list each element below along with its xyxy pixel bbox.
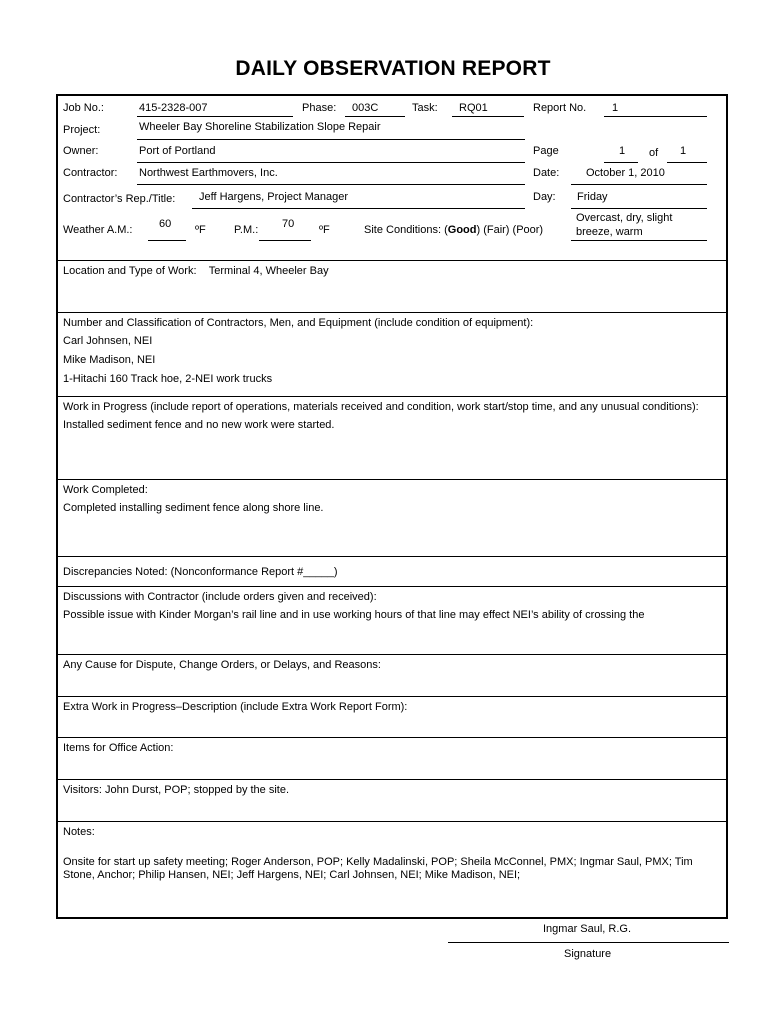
notes-label: Notes: <box>63 826 95 838</box>
notes-value: Onsite for start up safety meeting; Roger Anderson, POP; Kelly Madalinski, POP; Sheila McConnel, PMX; Ingmar Saul, PMX; Tim Stone, Anchor; Philip Hansen, NEI; Jeff Hargens, NEI; Carl Johnsen, NEI; Mike Madison, NEI; <box>63 856 693 881</box>
page-number: 1 <box>619 145 626 157</box>
task-label: Task: <box>412 102 438 114</box>
weather-pm-value: 70 <box>282 218 295 230</box>
weather-pm-label: P.M.: <box>234 224 259 236</box>
discrepancies-label: Discrepancies Noted: (Nonconformance Report #_____) <box>63 566 338 578</box>
task-value: RQ01 <box>459 102 488 114</box>
phase-label: Phase: <box>302 102 337 114</box>
weather-description-line2: breeze, warm <box>576 226 643 238</box>
owner-label: Owner: <box>63 145 99 157</box>
work-completed-label: Work Completed: <box>63 484 148 496</box>
pm-degree-unit: ºF <box>319 224 330 236</box>
work-completed-section <box>63 481 324 517</box>
am-degree-unit: ºF <box>195 224 206 236</box>
report-no-label: Report No. <box>533 102 587 114</box>
site-conditions: Site Conditions: (Good) (Fair) (Poor) <box>364 224 544 236</box>
site-condition-good: Good <box>447 224 477 236</box>
report-no-value: 1 <box>612 102 619 114</box>
signature-line <box>448 942 729 943</box>
location-value: Terminal 4, Wheeler Bay <box>208 265 329 277</box>
weather-am-label: Weather A.M.: <box>63 224 133 236</box>
work-in-progress-section <box>63 398 699 434</box>
location-label: Location and Type of Work: <box>63 265 197 277</box>
discussions-value: Possible issue with Kinder Morgan’s rail line and in use working hours of that line may effect NEI’s ability of crossing the <box>63 609 645 621</box>
project-label: Project: <box>63 124 101 136</box>
classification-section <box>63 314 533 388</box>
weather-description-line1: Overcast, dry, slight <box>576 212 673 224</box>
day-value: Friday <box>577 191 608 203</box>
work-in-progress-value: Installed sediment fence and no new work were started. <box>63 419 335 431</box>
classification-line: Mike Madison, NEI <box>63 354 156 366</box>
signatory-name: Ingmar Saul, R.G. <box>543 923 632 935</box>
office-action-label: Items for Office Action: <box>63 742 174 754</box>
discussions-label: Discussions with Contractor (include orders given and received): <box>63 591 377 603</box>
classification-line: 1-Hitachi 160 Track hoe, 2-NEI work trucks <box>63 373 273 385</box>
job-no-label: Job No.: <box>63 102 104 114</box>
owner-value: Port of Portland <box>139 145 216 157</box>
phase-value: 003C <box>352 102 379 114</box>
day-label: Day: <box>533 191 556 203</box>
work-completed-value: Completed installing sediment fence along shore line. <box>63 502 324 514</box>
classification-line: Carl Johnsen, NEI <box>63 335 153 347</box>
date-value: October 1, 2010 <box>586 167 665 179</box>
contractor-value: Northwest Earthmovers, Inc. <box>139 167 278 179</box>
page-label: Page <box>533 145 559 157</box>
page-of-label: of <box>649 147 659 159</box>
page-total: 1 <box>680 145 687 157</box>
report-title: DAILY OBSERVATION REPORT <box>235 57 551 80</box>
job-no-value: 415-2328-007 <box>139 102 208 114</box>
visitors-text: Visitors: John Durst, POP; stopped by the site. <box>63 784 290 796</box>
date-label: Date: <box>533 167 560 179</box>
signature-label: Signature <box>564 948 612 960</box>
dispute-label: Any Cause for Dispute, Change Orders, or Delays, and Reasons: <box>63 659 381 671</box>
weather-am-value: 60 <box>159 218 172 230</box>
classification-label: Number and Classification of Contractors, Men, and Equipment (include condition of equipment): <box>63 317 534 329</box>
contractor-label: Contractor: <box>63 167 118 179</box>
location-section <box>63 262 329 280</box>
project-value: Wheeler Bay Shoreline Stabilization Slope Repair <box>139 121 381 133</box>
discussions-section <box>63 588 644 624</box>
extra-work-label: Extra Work in Progress–Description (include Extra Work Report Form): <box>63 701 408 713</box>
rep-value: Jeff Hargens, Project Manager <box>199 191 348 203</box>
work-in-progress-label: Work in Progress (include report of operations, materials received and condition, work start/stop time, and any unusual conditions): <box>63 401 699 413</box>
rep-label: Contractor’s Rep./Title: <box>63 193 176 205</box>
